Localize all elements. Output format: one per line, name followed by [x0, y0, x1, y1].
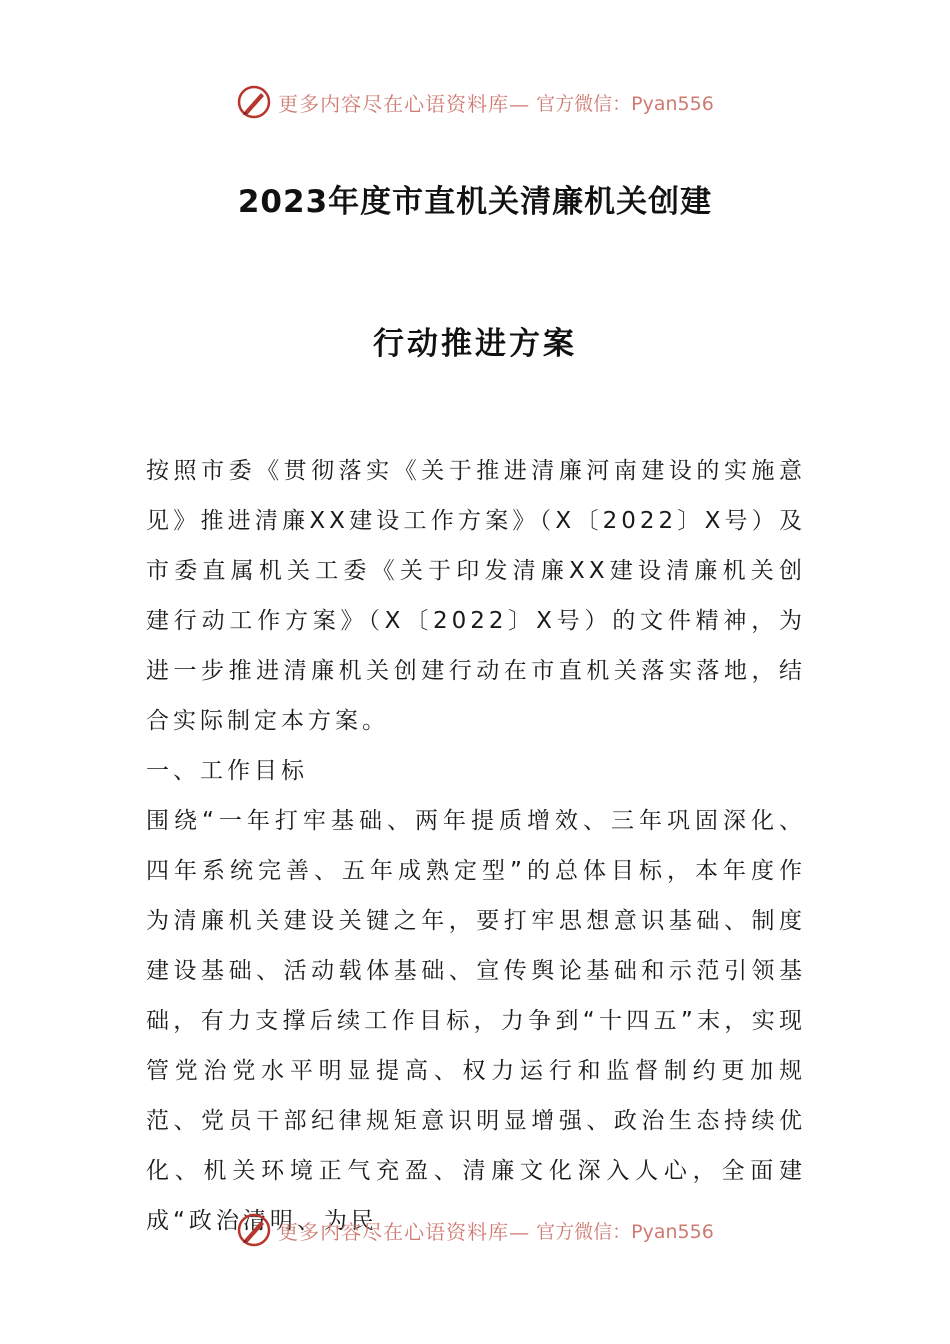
footer-slogan: 更多内容尽在心语资料库—	[278, 1219, 531, 1244]
section-heading: 一、工作目标	[146, 758, 308, 784]
footer-contact: 官方微信：Pyan556	[536, 1220, 714, 1243]
intro-paragraph: 按照市委《贯彻落实《关于推进清廉河南建设的实施意见》推进清廉XX建设工作方案》（X〔2022〕X号）及市委直属机关工委《关于印发清廉XX建设清廉机关创建行动工作方案》（X〔2022〕X号）的文件精神，为进一步推进清廉机关创建行动在市直机关落实落地，结合实际制定本方案。	[146, 458, 806, 734]
pen-circle-logo-icon	[236, 1212, 272, 1248]
pen-circle-logo-icon	[236, 84, 272, 120]
document-body	[146, 446, 806, 1246]
header-banner	[0, 82, 950, 122]
document-title-line2: 行动推进方案	[373, 326, 577, 362]
footer-banner	[0, 1210, 950, 1250]
document-title-line1: 2023年度市直机关清廉机关创建	[237, 184, 713, 220]
banner-slogan: 更多内容尽在心语资料库—	[278, 91, 531, 116]
banner-contact: 官方微信：Pyan556	[536, 92, 714, 115]
section-paragraph: 围绕“一年打牢基础、两年提质增效、三年巩固深化、四年系统完善、五年成熟定型”的总体目标，本年度作为清廉机关建设关键之年，要打牢思想意识基础、制度建设基础、活动载体基础、宣传舆论基础和示范引领基础，有力支撑后续工作目标，力争到“十四五”末，实现管党治党水平明显提高、权力运行和监督制约更加规范、党员干部纪律规矩意识明显增强、政治生态持续优化、机关环境正气充盈、清廉文化深入人心，全面建成“政治清明、为民	[146, 808, 806, 1234]
